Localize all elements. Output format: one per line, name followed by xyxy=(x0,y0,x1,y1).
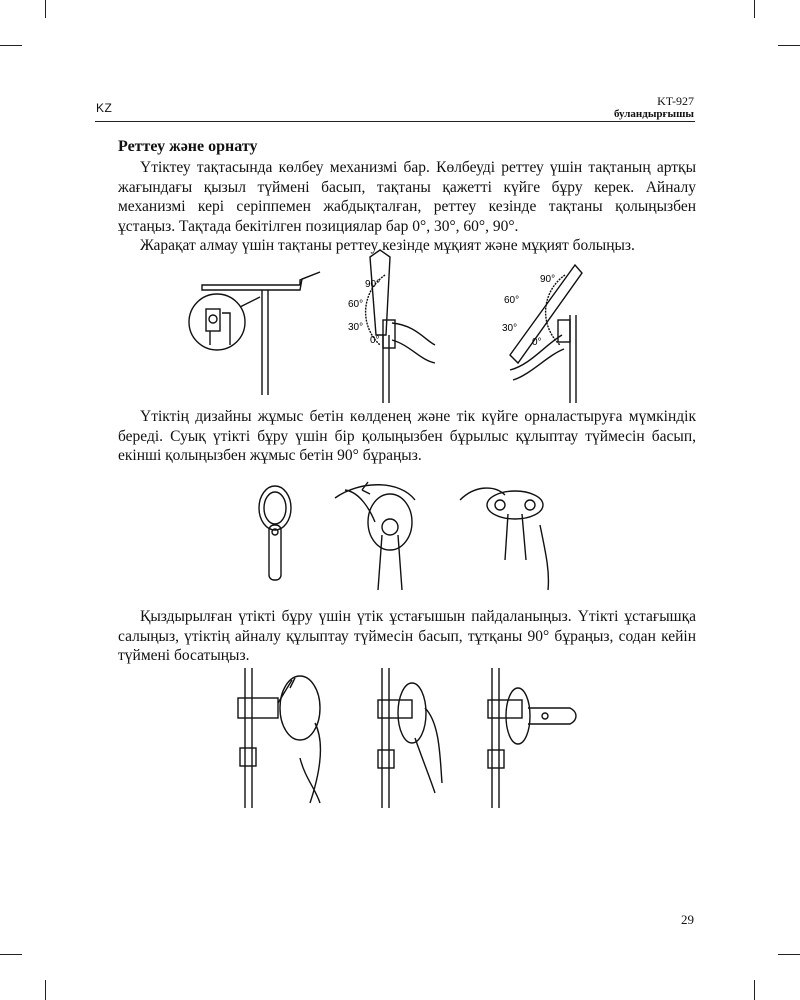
crop-mark xyxy=(778,45,800,46)
iron-front-illustration xyxy=(259,486,291,580)
section-title: Реттеу және орнату xyxy=(118,138,258,155)
paragraph-2 xyxy=(118,407,696,466)
model-number: KT-927 xyxy=(657,94,694,108)
page-number: 29 xyxy=(681,912,694,927)
angle-label: 90° xyxy=(540,274,556,285)
paragraph: Жарақат алмау үшін тақтаны реттеу кезінде мұқият және мұқият болыңыз. xyxy=(140,237,635,254)
iron-holder-figure xyxy=(230,668,590,808)
crop-mark xyxy=(45,980,46,1000)
iron-horizontal-illustration xyxy=(460,488,548,590)
angle-label: 30° xyxy=(502,323,518,334)
angle-label: 60° xyxy=(348,299,364,310)
product-name: буландырғышы xyxy=(613,108,694,120)
holder-step-3-illustration xyxy=(488,668,576,808)
angle-label: 0° xyxy=(532,337,542,348)
iron-rotate-hand-illustration xyxy=(335,482,415,590)
crop-mark xyxy=(778,954,800,955)
crop-mark xyxy=(45,0,46,18)
iron-rotation-figure xyxy=(250,470,560,595)
crop-mark xyxy=(0,45,22,46)
board-vertical-illustration xyxy=(366,250,435,403)
section-body xyxy=(118,158,696,256)
paragraph-3 xyxy=(118,607,696,666)
header-rule xyxy=(95,121,695,122)
paragraph: Үтіктеу тақтасында көлбеу механизмі бар. Көлбеуді реттеу үшін тақтаның артқы жағындағы қызыл түймені басып, тақтаны қажетті күйге бұру керек. Айналу механизмі кері серіппемен жабдықталған, реттеу кезінде тақтаны қолыңызбен ұстаңыз. Тақтада бекітілген позициялар бар 0°, 30°, 60°, 90°. xyxy=(118,159,696,235)
angle-label: 30° xyxy=(348,322,364,333)
board-horizontal-illustration xyxy=(189,272,320,395)
crop-mark xyxy=(754,980,755,1000)
holder-step-1-illustration xyxy=(238,668,320,808)
crop-mark xyxy=(0,954,22,955)
crop-mark xyxy=(754,0,755,18)
board-tilt-figure xyxy=(180,245,600,405)
paragraph: Қыздырылған үтікті бұру үшін үтік ұстағышын пайдаланыңыз. Үтікті ұстағышқа салыңыз, үтіктің айналу құлыптау түймесін басып, тұтқаны 90° бұраңыз, содан кейін түймені босатыңыз. xyxy=(118,608,696,664)
angle-label: 0° xyxy=(370,335,380,346)
paragraph: Үтіктің дизайны жұмыс бетін көлденең және тік күйге орналастыруға мүмкіндік береді. Суық үтікті бұру үшін бір қолыңызбен бұрылыс құлыптау түймесін басып, екінші қолыңызбен жұмыс бетін 90° бұраңыз. xyxy=(118,408,696,464)
board-inclined-illustration xyxy=(510,265,582,403)
language-code: KZ xyxy=(96,101,113,115)
angle-label: 90° xyxy=(365,279,381,290)
holder-step-2-illustration xyxy=(378,668,442,808)
angle-label: 60° xyxy=(504,295,520,306)
